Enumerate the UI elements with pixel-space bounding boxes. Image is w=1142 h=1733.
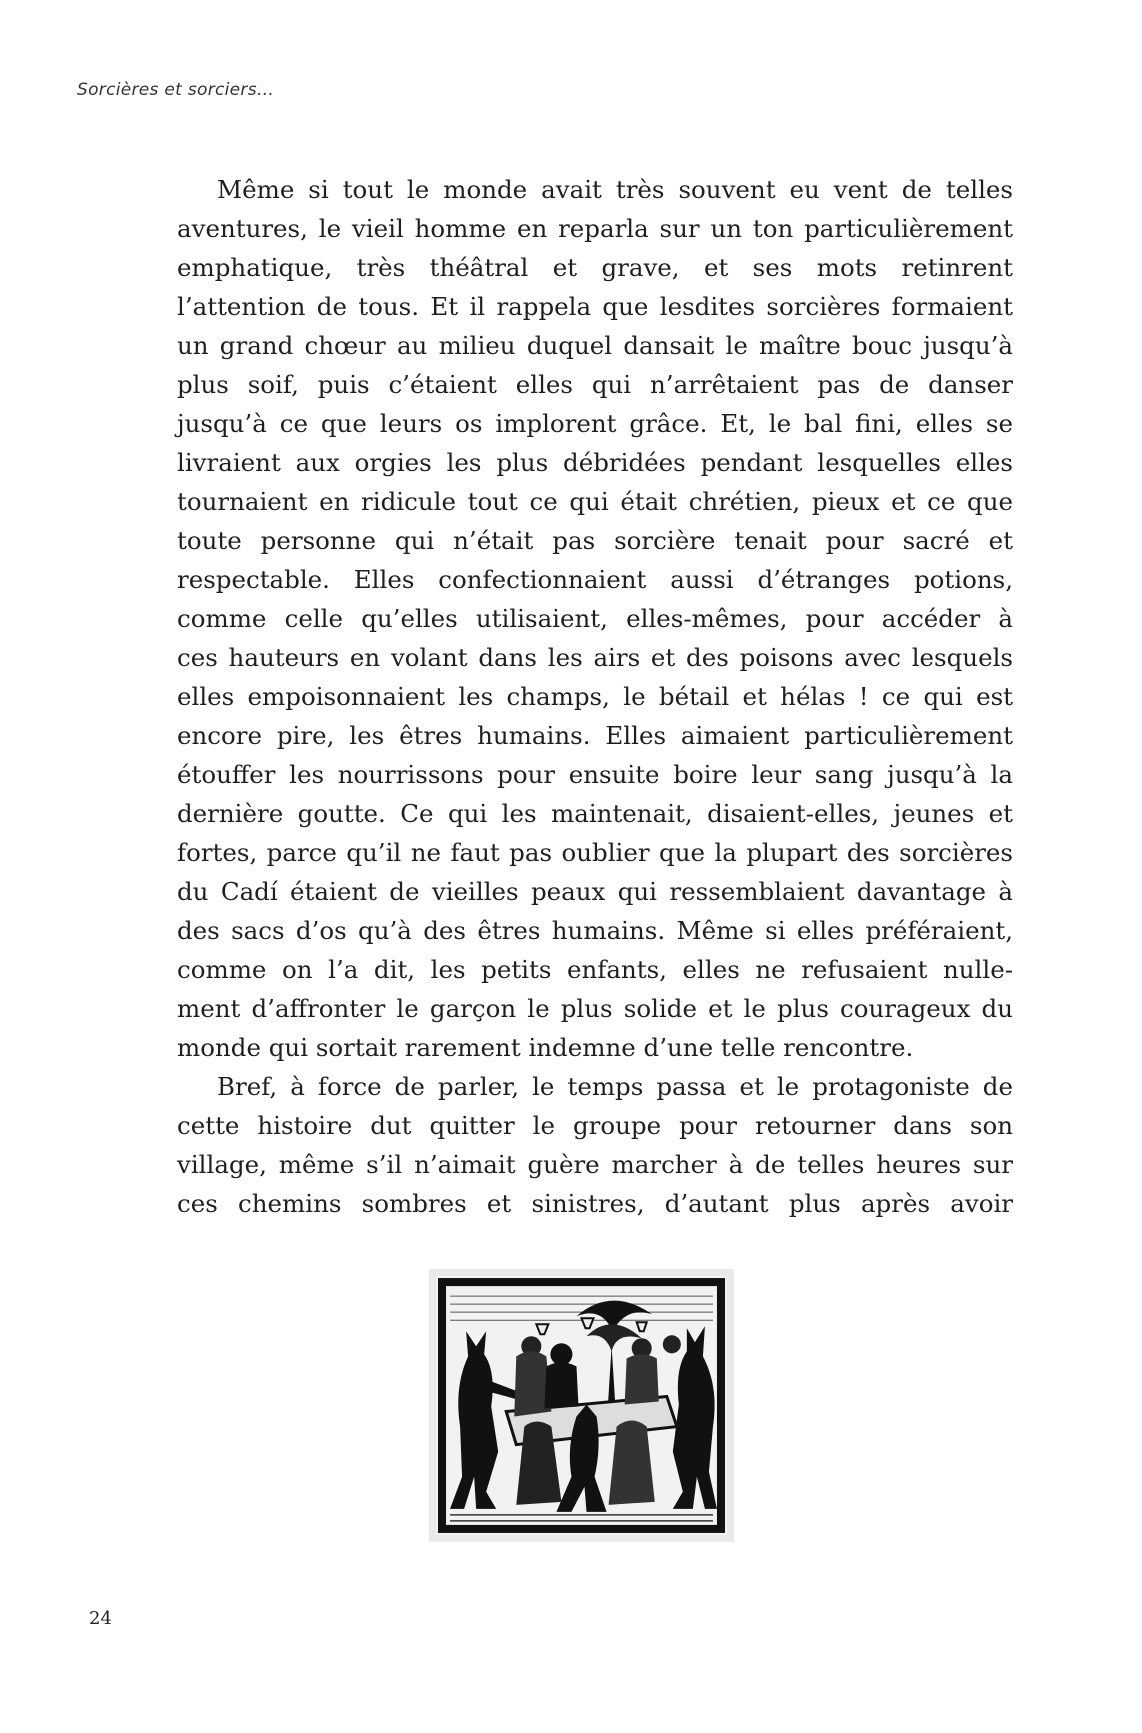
text-line: Même si tout le monde avait très souvent eu vent de telles xyxy=(217,175,1013,204)
woodcut-illustration xyxy=(429,1269,734,1542)
text-line: ces chemins sombres et sinistres, d’autant plus après avoir xyxy=(177,1189,1013,1218)
text-line: monde qui sortait rarement indemne d’une telle rencontre. xyxy=(177,1033,914,1062)
text-line: elles empoisonnaient les champs, le bétail et hélas ! ce qui est xyxy=(177,682,1013,711)
paragraph-2 xyxy=(177,1067,1013,1223)
text-line: ces hauteurs en volant dans les airs et des poisons avec lesquels xyxy=(177,643,1013,672)
text-line: cette histoire dut quitter le groupe pour retourner dans son xyxy=(177,1111,1013,1140)
text-line: comme on l’a dit, les petits enfants, elles ne refusaient nulle- xyxy=(177,955,1013,984)
text-line: Bref, à force de parler, le temps passa et le protagoniste de xyxy=(217,1072,1013,1101)
text-line: comme celle qu’elles utilisaient, elles-mêmes, pour accéder à xyxy=(177,604,1013,633)
text-line: aventures, le vieil homme en reparla sur un ton particulièrement xyxy=(177,214,1013,243)
paragraph-1 xyxy=(177,170,1013,1067)
text-line: des sacs d’os qu’à des êtres humains. Même si elles préféraient, xyxy=(177,916,1013,945)
woodcut-witches-sabbath-icon xyxy=(436,1276,727,1535)
text-line: tournaient en ridicule tout ce qui était chrétien, pieux et ce que xyxy=(177,487,1013,516)
page-number: 24 xyxy=(89,1608,112,1629)
text-line: un grand chœur au milieu duquel dansait le maître bouc jusqu’à xyxy=(177,331,1013,360)
text-line: village, même s’il n’aimait guère marcher à de telles heures sur xyxy=(177,1150,1013,1179)
text-line: respectable. Elles confectionnaient aussi d’étranges potions, xyxy=(177,565,1013,594)
text-line: ment d’affronter le garçon le plus solide et le plus courageux du xyxy=(177,994,1013,1023)
text-line: encore pire, les êtres humains. Elles aimaient particulièrement xyxy=(177,721,1013,750)
text-line: toute personne qui n’était pas sorcière tenait pour sacré et xyxy=(177,526,1013,555)
text-line: plus soif, puis c’étaient elles qui n’arrêtaient pas de danser xyxy=(177,370,1013,399)
text-line: dernière goutte. Ce qui les maintenait, disaient-elles, jeunes et xyxy=(177,799,1013,828)
text-line: fortes, parce qu’il ne faut pas oublier que la plupart des sorcières xyxy=(177,838,1013,867)
text-line: livraient aux orgies les plus débridées pendant lesquelles elles xyxy=(177,448,1013,477)
text-line: l’attention de tous. Et il rappela que lesdites sorcières formaient xyxy=(177,292,1013,321)
body-text xyxy=(177,170,1013,1223)
text-line: emphatique, très théâtral et grave, et ses mots retinrent xyxy=(177,253,1013,282)
text-line: étouffer les nourrissons pour ensuite boire leur sang jusqu’à la xyxy=(177,760,1013,789)
text-line: jusqu’à ce que leurs os implorent grâce. Et, le bal fini, elles se xyxy=(177,409,1013,438)
running-head: Sorcières et sorciers… xyxy=(77,80,275,100)
text-line: du Cadí étaient de vieilles peaux qui ressemblaient davantage à xyxy=(177,877,1013,906)
